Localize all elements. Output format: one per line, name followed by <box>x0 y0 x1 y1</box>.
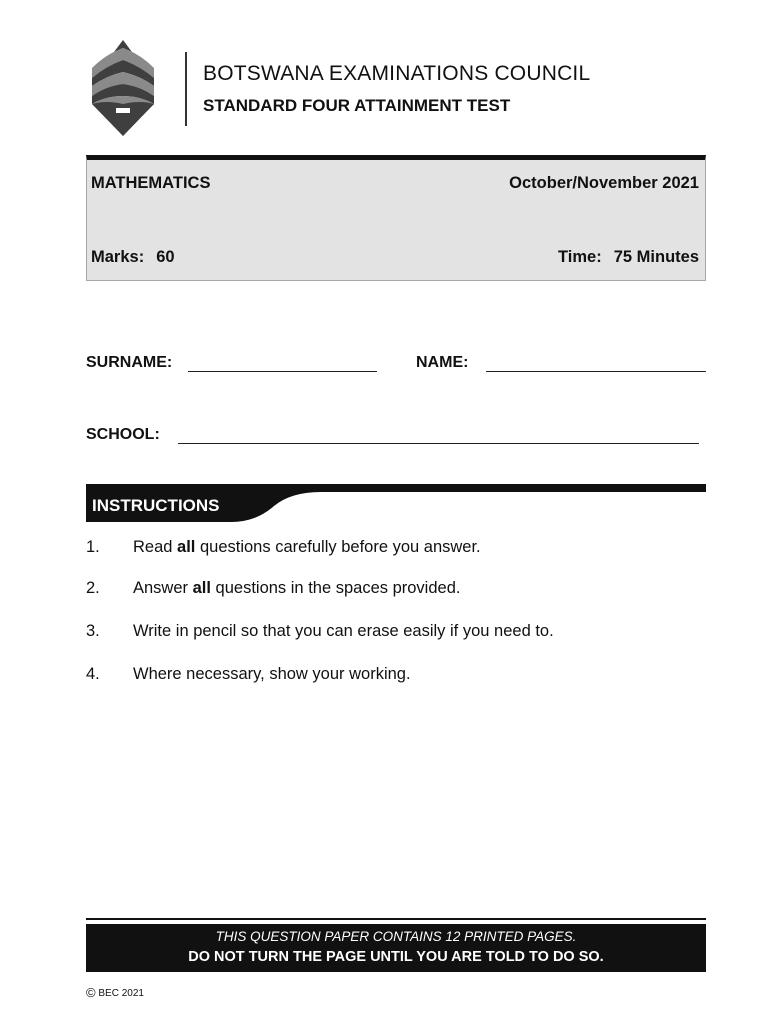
surname-field[interactable] <box>188 371 377 372</box>
footer-notice-box <box>86 924 706 972</box>
surname-label: SURNAME: <box>86 354 173 371</box>
instruction-item <box>133 622 554 641</box>
instruction-emphasis: all <box>192 579 211 597</box>
instruction-number: 1. <box>86 538 100 556</box>
bec-logo-icon <box>88 38 158 138</box>
copyright <box>86 985 144 1000</box>
instruction-item <box>133 665 411 684</box>
council-name: BOTSWANA EXAMINATIONS COUNCIL <box>203 62 591 85</box>
exam-session: October/November 2021 <box>509 174 699 192</box>
instruction-text: questions carefully before you answer. <box>195 538 481 556</box>
instruction-item <box>133 579 460 598</box>
exam-info-box <box>86 155 706 281</box>
marks-info <box>91 248 175 267</box>
instruction-emphasis: all <box>177 538 196 556</box>
school-label: SCHOOL: <box>86 426 160 443</box>
instruction-text: Answer <box>133 579 193 597</box>
time-info <box>558 248 699 267</box>
footer-rule <box>86 918 706 920</box>
time-label: Time: <box>558 248 602 266</box>
instructions-title: INSTRUCTIONS <box>92 496 220 515</box>
instruction-item <box>133 538 481 557</box>
instruction-number: 2. <box>86 579 100 597</box>
marks-label: Marks: <box>91 248 145 266</box>
copyright-icon: © <box>86 985 96 1000</box>
marks-value: 60 <box>156 248 175 266</box>
name-label: NAME: <box>416 354 469 371</box>
page-count-notice: THIS QUESTION PAPER CONTAINS 12 PRINTED PAGES. <box>215 929 577 944</box>
instruction-number: 4. <box>86 665 100 683</box>
instruction-text: Where necessary, show your working. <box>133 665 411 683</box>
test-title: STANDARD FOUR ATTAINMENT TEST <box>203 96 511 115</box>
name-field[interactable] <box>486 371 706 372</box>
instruction-text: Write in pencil so that you can erase easily if you need to. <box>133 622 554 640</box>
subject-label: MATHEMATICS <box>91 174 211 192</box>
instruction-text: questions in the spaces provided. <box>210 579 461 597</box>
instruction-number: 3. <box>86 622 100 640</box>
header-divider <box>185 52 187 126</box>
do-not-turn-warning: DO NOT TURN THE PAGE UNTIL YOU ARE TOLD TO DO SO. <box>188 949 604 965</box>
school-field[interactable] <box>178 443 699 444</box>
time-value: 75 Minutes <box>613 248 699 266</box>
copyright-text: BEC 2021 <box>98 988 144 999</box>
instruction-text: Read <box>133 538 178 556</box>
